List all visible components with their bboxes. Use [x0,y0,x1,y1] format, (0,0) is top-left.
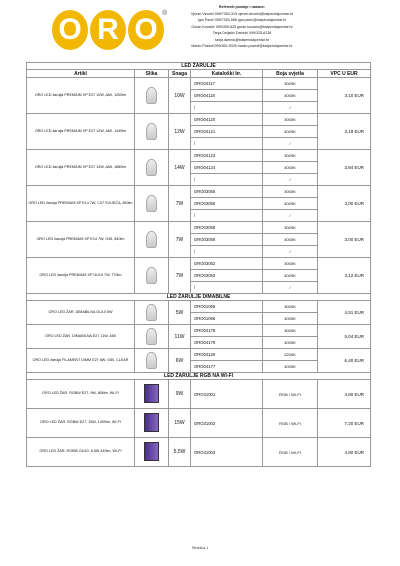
table-row [27,114,371,126]
product-image [135,150,169,186]
light-color: 3000K [263,114,318,126]
catalog-number: ORO04129 [191,349,263,361]
header-boja: Boja svjetla [263,70,318,78]
header-katalog: Kataloški br. [191,70,263,78]
product-image [135,438,169,467]
product-name: ORO LED žarulja PREMIUM XP E14 7W, G45, 840lm [27,222,135,258]
light-color: 3000K [263,258,318,270]
catalog-number: / [191,246,263,258]
product-name: ORO LED žarulja PREMIUM XP GU10 7W, 770lm [27,258,135,294]
table-row [27,150,371,162]
table-row [27,222,371,234]
light-color: / [263,210,318,222]
light-color: RGB / WI-FI [263,438,318,467]
light-color: RGB / WI-FI [263,380,318,409]
rgb-bulb-box-image [144,384,159,403]
catalog-number: ORO03059 [191,234,263,246]
logo-letter-r: R [90,10,126,50]
sales-contacts [182,4,302,50]
wholesale-price: 3,10 EUR [318,78,371,114]
catalog-number: ORO03056 [191,198,263,210]
product-power: 14W [169,150,191,186]
light-color: 3000K [263,78,318,90]
header-snaga: Snaga [169,70,191,78]
table-row [27,301,371,313]
catalog-number: ORO04118 [191,90,263,102]
catalog-number: ORO04120 [191,114,263,126]
wholesale-price: 3,12 EUR [318,258,371,294]
wholesale-price: 3,00 EUR [318,222,371,258]
wholesale-price: 4,80 EUR [318,438,371,467]
led-bulb-image [146,328,157,345]
product-image [135,258,169,294]
catalog-number: ORO31003 [191,438,263,467]
section-title-rgb-wifi: LED ŽARULJE RGB NA WI-FI [27,373,371,380]
catalog-number: ORO01065 [191,301,263,313]
contact-line: Referenti prodaje i nabave: [218,5,266,9]
product-image [135,301,169,325]
catalog-number: / [191,102,263,114]
light-color: / [263,282,318,294]
product-image [135,349,169,373]
product-image [135,325,169,349]
logo-letter-o1: O [52,10,88,50]
led-bulb-image [146,267,157,284]
product-name: ORO LED ŽAR. DIMABILNA GU10 5W [27,301,135,325]
registered-mark: ® [162,10,168,17]
light-color: 3000K [263,222,318,234]
contact-line: Igor Pavić 099/7353-586 igor.pavic@batpendajcentar.hr [197,18,287,22]
product-power: 5,5W [169,438,191,467]
catalog-number: ORO04124 [191,162,263,174]
catalog-number: ORO01066 [191,313,263,325]
product-image [135,186,169,222]
catalog-number: ORO03053 [191,270,263,282]
light-color: / [263,246,318,258]
price-list-table [26,62,371,467]
catalog-number: ORO04117 [191,78,263,90]
led-bulb-image [146,352,157,369]
section-title-led: LED ŽARULJE [27,63,371,70]
logo-letter-o2: O [128,10,164,50]
header-artikl: Artikl [27,70,135,78]
catalog-number: ORO04123 [191,150,263,162]
product-name: ORO LED ŽAR. DIMABILNA E27 11W, A60 [27,325,135,349]
product-power: 7W [169,258,191,294]
product-image [135,114,169,150]
product-name: ORO LED ŽAR. RGBW GU10, 5,5W 440lm, WI-FI [27,438,135,467]
table-row [27,186,371,198]
light-color: 4000K [263,126,318,138]
product-power: 12W [169,114,191,150]
catalog-number: / [191,174,263,186]
wholesale-price: 4,51 EUR [318,301,371,325]
table-row [27,438,371,467]
product-name: ORO LED žarulja PREMIUM XP E27 12W, A60, 1440lm [27,114,135,150]
light-color: 4000K [263,313,318,325]
table-row [27,325,371,337]
light-color: / [263,174,318,186]
contact-line: Vjeran Vinceki 099/7353-315 vjeran.vinceki@batpendajcentar.hr [190,11,294,16]
rgb-bulb-box-image [144,442,159,461]
section-row [27,294,371,301]
light-color: 4000K [263,198,318,210]
led-bulb-image [146,87,157,104]
product-name: ORO LED ŽAR. RGBW E27, 15W, 1400lm, WI-FI [27,409,135,438]
light-color: 4000K [263,90,318,102]
catalog-number: ORO04179 [191,337,263,349]
led-bulb-image [146,195,157,212]
catalog-number: ORO04178 [191,325,263,337]
product-image [135,409,169,438]
catalog-number: ORO31002 [191,409,263,438]
light-color: 4000K [263,361,318,373]
catalog-number: ORO04177 [191,361,263,373]
light-color: / [263,102,318,114]
product-power: 5W [169,301,191,325]
contact-line: tanja.damnic@batpendajcentar.hr [215,37,269,42]
product-power: 7W [169,222,191,258]
contact-line: Goran Kovačić 099/395-625 goran.kovacic@batpendajcentar.hr [191,24,293,29]
product-name: ORO LED ŽAR. RGBW E27, 9W, 806lm, WI-FI [27,380,135,409]
light-color: 3000K [263,186,318,198]
product-power: 9W [169,380,191,409]
contact-line: Tanja Deljačić Damnić 099/325-6138 [212,31,272,35]
light-color: 3000K [263,325,318,337]
product-power: 15W [169,409,191,438]
product-power: 11W [169,325,191,349]
light-color: 4000K [263,337,318,349]
wholesale-price: 3,18 EUR [318,114,371,150]
rgb-bulb-box-image [144,413,159,432]
header-slika: Slika [135,70,169,78]
section-row [27,373,371,380]
catalog-number: / [191,138,263,150]
light-color: 3000K [263,150,318,162]
section-title-dimmable: LED ŽARULJE DIMABILNE [27,294,371,301]
catalog-number: ORO03055 [191,186,263,198]
led-bulb-image [146,159,157,176]
table-row [27,78,371,90]
light-color: 3000K [263,301,318,313]
catalog-number: ORO03058 [191,222,263,234]
light-color: 2200K [263,349,318,361]
product-power: 6W [169,349,191,373]
light-color: RGB / WI-FI [263,409,318,438]
table-row [27,258,371,270]
light-color: / [263,138,318,150]
led-bulb-image [146,123,157,140]
catalog-number: ORO03052 [191,258,263,270]
product-image [135,380,169,409]
product-image [135,222,169,258]
catalog-number: / [191,282,263,294]
page-footer: Stranica 1 [191,546,209,550]
led-bulb-image [146,304,157,321]
product-image [135,78,169,114]
light-color: 4000K [263,162,318,174]
product-power: 7W [169,186,191,222]
catalog-number: / [191,210,263,222]
catalog-number: ORO04121 [191,126,263,138]
wholesale-price: 3,00 EUR [318,186,371,222]
wholesale-price: 5,04 EUR [318,325,371,349]
catalog-number: ORO31001 [191,380,263,409]
table-row [27,380,371,409]
product-name: ORO LED žarulja PREMIUM XP E14 7W, C37 SVIJEĆA, 840lm [27,186,135,222]
light-color: 4000K [263,234,318,246]
wholesale-price: 7,20 EUR [318,409,371,438]
table-row [27,409,371,438]
contact-line: Marko Posedi 099/363-9025 marko.posedi@batpendajcentar.hr [191,44,293,48]
light-color: 4000K [263,270,318,282]
wholesale-price: 3,84 EUR [318,150,371,186]
product-name: ORO LED žarulja PREMIUM XP E27 10W, A60, 1200lm [27,78,135,114]
product-name: ORO LED žarulja PREMIUM XP E27 14W, A65, 1680lm [27,150,135,186]
led-bulb-image [146,231,157,248]
wholesale-price: 4,80 EUR [318,380,371,409]
header-vpc: VPC U EUR [318,70,371,78]
product-name: ORO LED žarulja FILAMENT DIMM E27 6W, G80, CLEAR [27,349,135,373]
oro-logo [52,10,170,52]
product-power: 10W [169,78,191,114]
wholesale-price: 6,40 EUR [318,349,371,373]
table-row [27,349,371,361]
